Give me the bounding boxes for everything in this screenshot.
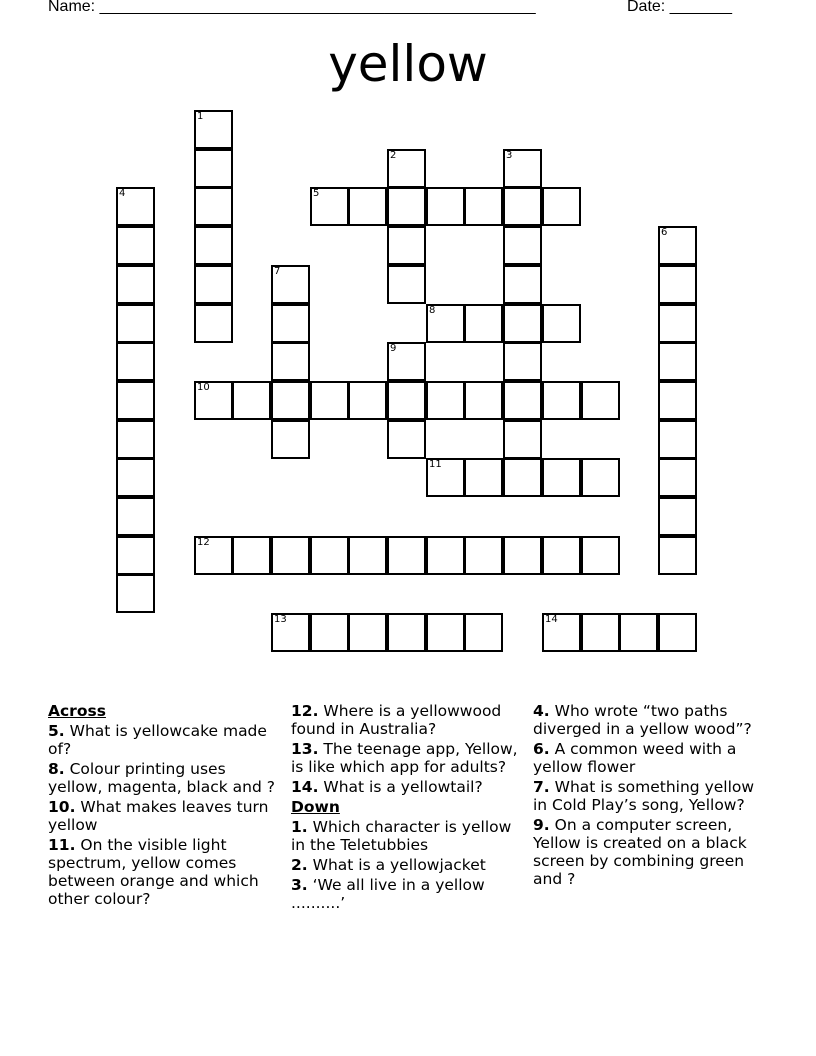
name-field-label: Name: _________________________________________________ xyxy=(48,0,536,15)
crossword-cell[interactable] xyxy=(116,458,155,497)
crossword-cell[interactable] xyxy=(194,187,233,226)
crossword-cell[interactable] xyxy=(348,613,387,652)
clue-across-11: 11. On the visible light spectrum, yellow comes between orange and which other colour? xyxy=(48,836,259,908)
crossword-cell[interactable] xyxy=(232,381,271,420)
crossword-cell[interactable] xyxy=(581,536,620,575)
crossword-cell[interactable] xyxy=(581,381,620,420)
crossword-cell[interactable] xyxy=(348,536,387,575)
crossword-cell[interactable] xyxy=(116,265,155,304)
clue-down-7: 7. What is something yellow in Cold Play’s song, Yellow? xyxy=(533,778,755,814)
crossword-cell[interactable] xyxy=(542,536,581,575)
cell-number: 9 xyxy=(390,343,397,354)
crossword-cell[interactable] xyxy=(387,149,426,188)
crossword-cell[interactable] xyxy=(387,381,426,420)
crossword-cell[interactable] xyxy=(387,226,426,265)
crossword-cell[interactable] xyxy=(310,381,349,420)
crossword-cell[interactable] xyxy=(503,149,542,188)
clue-across-5: 5. What is yellowcake made of? xyxy=(48,722,267,758)
cell-number: 14 xyxy=(545,614,558,625)
cell-number: 13 xyxy=(274,614,287,625)
clue-down-4: 4. Who wrote “two paths diverged in a yellow wood”? xyxy=(533,702,752,738)
crossword-cell[interactable] xyxy=(310,613,349,652)
crossword-cell[interactable] xyxy=(387,265,426,304)
crossword-cell[interactable] xyxy=(542,187,581,226)
cell-number: 1 xyxy=(197,111,204,122)
crossword-cell[interactable] xyxy=(426,536,465,575)
crossword-cell[interactable] xyxy=(426,304,465,343)
crossword-cell[interactable] xyxy=(658,536,697,575)
date-field-label: Date: _______ xyxy=(627,0,732,15)
clue-column-2 xyxy=(291,702,526,914)
cell-number: 2 xyxy=(390,150,397,161)
crossword-cell[interactable] xyxy=(194,304,233,343)
cell-number: 3 xyxy=(506,150,513,161)
clue-column-3 xyxy=(533,702,768,890)
crossword-cell[interactable] xyxy=(387,536,426,575)
crossword-cell[interactable] xyxy=(387,420,426,459)
crossword-cell[interactable] xyxy=(194,110,233,149)
cell-number: 7 xyxy=(274,266,281,277)
crossword-cell[interactable] xyxy=(271,420,310,459)
clue-column-1 xyxy=(48,702,283,910)
crossword-cell[interactable] xyxy=(464,187,503,226)
down-heading: Down xyxy=(291,798,340,816)
crossword-cell[interactable] xyxy=(658,381,697,420)
cell-number: 8 xyxy=(429,305,436,316)
crossword-cell[interactable] xyxy=(542,613,581,652)
crossword-cell[interactable] xyxy=(464,304,503,343)
crossword-cell[interactable] xyxy=(619,613,658,652)
crossword-cell[interactable] xyxy=(542,458,581,497)
crossword-cell[interactable] xyxy=(387,342,426,381)
cell-number: 6 xyxy=(661,227,668,238)
crossword-cell[interactable] xyxy=(271,265,310,304)
crossword-cell[interactable] xyxy=(387,613,426,652)
clue-across-13: 13. The teenage app, Yellow, is like which app for adults? xyxy=(291,740,518,776)
crossword-cell[interactable] xyxy=(116,187,155,226)
crossword-cell[interactable] xyxy=(116,342,155,381)
crossword-cell[interactable] xyxy=(542,304,581,343)
clue-down-6: 6. A common weed with a yellow flower xyxy=(533,740,737,776)
crossword-cell[interactable] xyxy=(658,342,697,381)
crossword-cell[interactable] xyxy=(271,613,310,652)
clue-down-9: 9. On a computer screen, Yellow is created on a black screen by combining green and ? xyxy=(533,816,747,888)
crossword-cell[interactable] xyxy=(194,226,233,265)
crossword-cell[interactable] xyxy=(658,458,697,497)
crossword-cell[interactable] xyxy=(348,381,387,420)
crossword-cell[interactable] xyxy=(503,342,542,381)
crossword-cell[interactable] xyxy=(503,226,542,265)
crossword-cell[interactable] xyxy=(542,381,581,420)
cell-number: 5 xyxy=(313,188,320,199)
crossword-cell[interactable] xyxy=(426,381,465,420)
crossword-cell[interactable] xyxy=(232,536,271,575)
crossword-cell[interactable] xyxy=(503,381,542,420)
crossword-cell[interactable] xyxy=(503,304,542,343)
crossword-cell[interactable] xyxy=(271,304,310,343)
crossword-cell[interactable] xyxy=(116,226,155,265)
crossword-cell[interactable] xyxy=(387,187,426,226)
crossword-cell[interactable] xyxy=(310,536,349,575)
crossword-cell[interactable] xyxy=(116,381,155,420)
crossword-cell[interactable] xyxy=(310,187,349,226)
crossword-cell[interactable] xyxy=(116,536,155,575)
crossword-cell[interactable] xyxy=(658,613,697,652)
crossword-cell[interactable] xyxy=(658,265,697,304)
crossword-cell[interactable] xyxy=(194,149,233,188)
crossword-cell[interactable] xyxy=(271,342,310,381)
crossword-cell[interactable] xyxy=(503,420,542,459)
crossword-cell[interactable] xyxy=(503,536,542,575)
crossword-cell[interactable] xyxy=(116,420,155,459)
clue-across-8: 8. Colour printing uses yellow, magenta, black and ? xyxy=(48,760,275,796)
crossword-cell[interactable] xyxy=(658,304,697,343)
crossword-cell[interactable] xyxy=(426,458,465,497)
crossword-cell[interactable] xyxy=(658,497,697,536)
clue-across-12: 12. Where is a yellowwood found in Australia? xyxy=(291,702,502,738)
crossword-cell[interactable] xyxy=(271,381,310,420)
page-title: yellow xyxy=(328,35,488,93)
crossword-cell[interactable] xyxy=(464,536,503,575)
crossword-cell[interactable] xyxy=(116,304,155,343)
crossword-cell[interactable] xyxy=(426,613,465,652)
clue-down-2: 2. What is a yellowjacket xyxy=(291,856,486,874)
cell-number: 11 xyxy=(429,459,442,470)
crossword-cell[interactable] xyxy=(116,574,155,613)
cell-number: 4 xyxy=(119,188,126,199)
crossword-cell[interactable] xyxy=(194,536,233,575)
crossword-cell[interactable] xyxy=(194,381,233,420)
clue-down-1: 1. Which character is yellow in the Teletubbies xyxy=(291,818,512,854)
crossword-cell[interactable] xyxy=(658,226,697,265)
crossword-cell[interactable] xyxy=(658,420,697,459)
crossword-cell[interactable] xyxy=(464,613,503,652)
crossword-cell[interactable] xyxy=(426,187,465,226)
cell-number: 12 xyxy=(197,537,210,548)
crossword-cell[interactable] xyxy=(464,458,503,497)
across-heading: Across xyxy=(48,702,106,720)
crossword-cell[interactable] xyxy=(348,187,387,226)
crossword-cell[interactable] xyxy=(464,381,503,420)
cell-number: 10 xyxy=(197,382,210,393)
crossword-cell[interactable] xyxy=(503,187,542,226)
crossword-cell[interactable] xyxy=(503,458,542,497)
crossword-cell[interactable] xyxy=(581,458,620,497)
crossword-cell[interactable] xyxy=(116,497,155,536)
clue-down-3: 3. ‘We all live in a yellow ..........’ xyxy=(291,876,485,912)
crossword-cell[interactable] xyxy=(503,265,542,304)
crossword-cell[interactable] xyxy=(581,613,620,652)
clue-across-10: 10. What makes leaves turn yellow xyxy=(48,798,269,834)
crossword-cell[interactable] xyxy=(194,265,233,304)
clue-across-14: 14. What is a yellowtail? xyxy=(291,778,483,796)
crossword-cell[interactable] xyxy=(271,536,310,575)
